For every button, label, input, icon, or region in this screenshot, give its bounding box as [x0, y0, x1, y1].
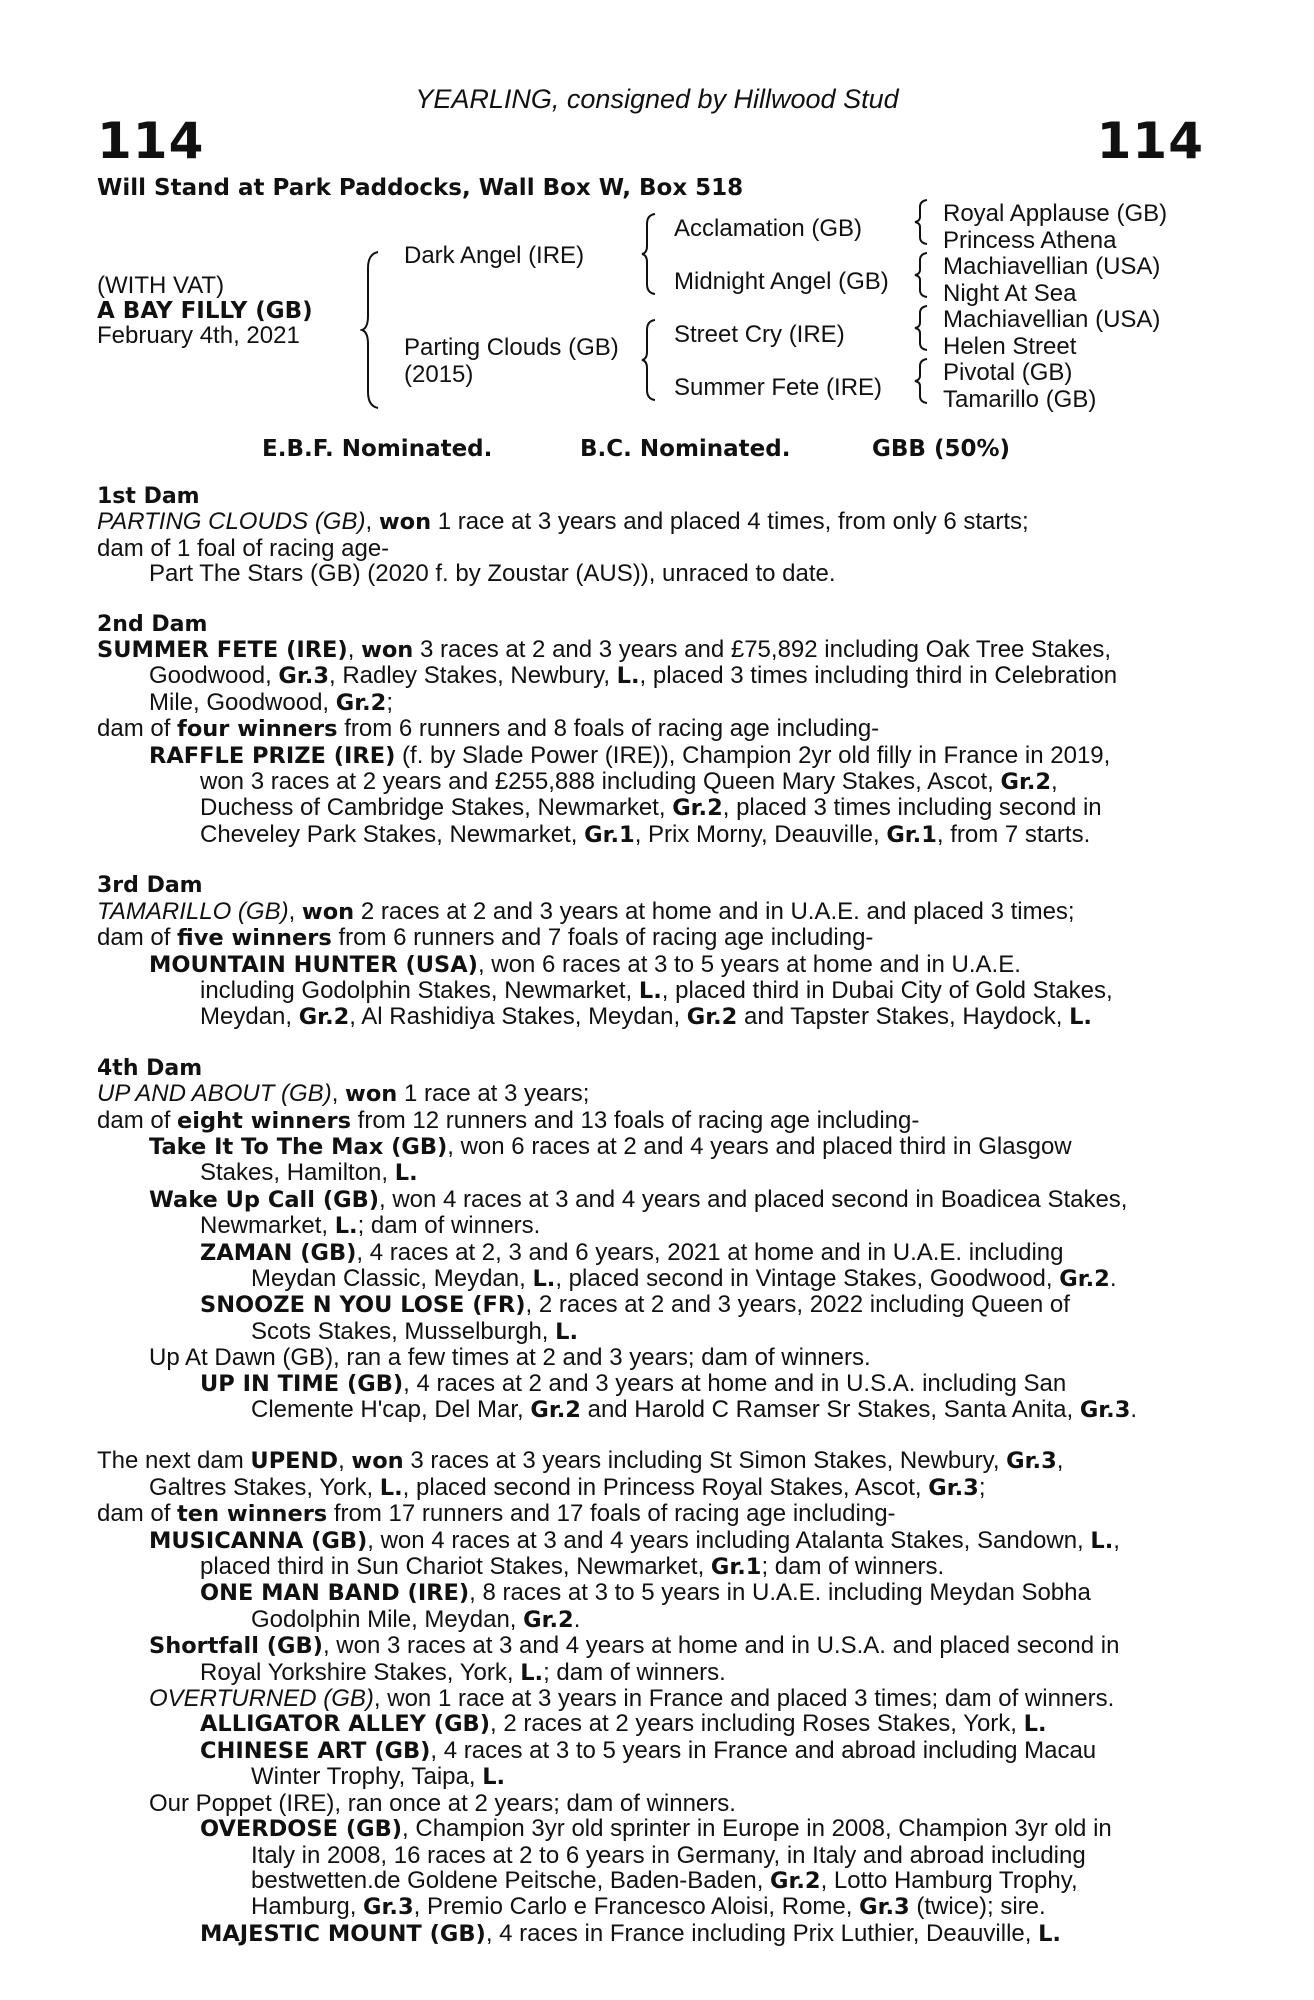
consignment-header: YEARLING, consigned by Hillwood Stud: [415, 84, 899, 114]
pedigree-brace-dam: [640, 318, 660, 402]
dam4-a: Take It To The Max (GB), won 6 races at 2 and 4 years and placed third in Glasgow: [149, 1132, 1072, 1160]
next-b-l2: Godolphin Mile, Meydan, Gr.2.: [251, 1605, 581, 1633]
next-dam-line2: Galtres Stakes, York, L., placed second in Princess Royal Stakes, Ascot, Gr.3;: [149, 1473, 986, 1501]
sire-sire: Acclamation (GB): [674, 215, 863, 242]
dam1-heading: 1st Dam: [97, 484, 200, 509]
sdd: Night At Sea: [943, 280, 1077, 307]
dam-name: Parting Clouds (GB): [404, 334, 619, 361]
pedigree-brace-dd: [913, 357, 931, 405]
next-a-l2: placed third in Sun Chariot Stakes, Newmarket, Gr.1; dam of winners.: [200, 1553, 945, 1581]
next-b: ONE MAN BAND (IRE), 8 races at 3 to 5 years in U.A.E. including Meydan Sobha: [200, 1579, 1091, 1607]
stand-location: Will Stand at Park Paddocks, Wall Box W, Box 518: [97, 175, 744, 201]
sds: Machiavellian (USA): [943, 253, 1161, 280]
pedigree-brace-sd: [913, 251, 931, 299]
lot-number-left: 114: [97, 112, 205, 170]
dam2-progeny1: RAFFLE PRIZE (IRE) (f. by Slade Power (IRE)), Champion 2yr old filly in France in 2019,: [149, 741, 1111, 769]
dam-dam: Summer Fete (IRE): [674, 374, 883, 401]
dam3-heading: 3rd Dam: [97, 873, 203, 899]
dam1-line2: dam of 1 foal of racing age-: [97, 534, 390, 562]
dam4-d-l2: Scots Stakes, Musselburgh, L.: [251, 1317, 579, 1345]
ebf-nomination: E.B.F. Nominated.: [262, 436, 493, 462]
sire-dam: Midnight Angel (GB): [674, 268, 889, 295]
dam4-d: SNOOZE N YOU LOSE (FR), 2 races at 2 and 3 years, 2022 including Queen of: [200, 1291, 1070, 1319]
horse-dob: February 4th, 2021: [97, 322, 300, 349]
dam-year: (2015): [404, 361, 474, 388]
dam4-line1: UP AND ABOUT (GB), won 1 race at 3 years;: [97, 1080, 590, 1108]
next-dam-line3: dam of ten winners from 17 runners and 17 foals of racing age including-: [97, 1500, 896, 1528]
dam2-heading: 2nd Dam: [97, 611, 208, 637]
dam2-progeny1-l4: Cheveley Park Stakes, Newmarket, Gr.1, Prix Morny, Deauville, Gr.1, from 7 starts.: [200, 820, 1091, 848]
dam2-progeny1-l3: Duchess of Cambridge Stakes, Newmarket, Gr.2, placed 3 times including second in: [200, 794, 1102, 822]
dam3-line2: dam of five winners from 6 runners and 7 foals of racing age including-: [97, 924, 874, 952]
ddd: Tamarillo (GB): [943, 386, 1097, 413]
next-h-l3: bestwetten.de Goldene Peitsche, Baden-Baden, Gr.2, Lotto Hamburg Trophy,: [251, 1866, 1078, 1894]
dam-sire: Street Cry (IRE): [674, 321, 845, 348]
next-h: OVERDOSE (GB), Champion 3yr old sprinter in Europe in 2008, Champion 3yr old in: [200, 1815, 1112, 1843]
next-i: MAJESTIC MOUNT (GB), 4 races in France including Prix Luthier, Deauville, L.: [200, 1919, 1061, 1947]
dds: Pivotal (GB): [943, 359, 1073, 386]
dam4-heading: 4th Dam: [97, 1055, 203, 1081]
dam2-line3: Mile, Goodwood, Gr.2;: [149, 688, 393, 716]
dam4-line2: dam of eight winners from 12 runners and 13 foals of racing age including-: [97, 1106, 920, 1134]
pedigree-brace-main: [360, 250, 384, 410]
dam4-b: Wake Up Call (GB), won 4 races at 3 and 4 years and placed second in Boadicea Stakes,: [149, 1185, 1128, 1213]
dam3-progeny1: MOUNTAIN HUNTER (USA), won 6 races at 3 to 5 years at home and in U.A.E.: [149, 950, 1021, 978]
dam4-c: ZAMAN (GB), 4 races at 2, 3 and 6 years, 2021 at home and in U.A.E. including: [200, 1238, 1064, 1266]
next-h-l4: Hamburg, Gr.3, Premio Carlo e Francesco Aloisi, Rome, Gr.3 (twice); sire.: [251, 1893, 1046, 1921]
next-a: MUSICANNA (GB), won 4 races at 3 and 4 years including Atalanta Stakes, Sandown, L.,: [149, 1526, 1120, 1554]
dam2-line1: SUMMER FETE (IRE), won 3 races at 2 and 3 years and £75,892 including Oak Tree Stakes,: [97, 636, 1112, 664]
sss: Royal Applause (GB): [943, 200, 1168, 227]
vat-note: (WITH VAT): [97, 272, 225, 299]
catalogue-body: [97, 484, 1207, 1947]
dam4-e: Up At Dawn (GB), ran a few times at 2 and 3 years; dam of winners.: [149, 1344, 871, 1372]
bc-nomination: B.C. Nominated.: [580, 436, 791, 462]
dam4-f-l2: Clemente H'cap, Del Mar, Gr.2 and Harold C Ramser Sr Stakes, Santa Anita, Gr.3.: [251, 1396, 1138, 1423]
next-h-l2: Italy in 2008, 16 races at 2 to 6 years in Germany, in Italy and abroad including: [251, 1841, 1086, 1869]
next-f: CHINESE ART (GB), 4 races at 3 to 5 years in France and abroad including Macau: [200, 1736, 1097, 1764]
dam1-progeny: Part The Stars (GB) (2020 f. by Zoustar (AUS)), unraced to date.: [149, 560, 836, 588]
dss: Machiavellian (USA): [943, 306, 1161, 333]
next-c: Shortfall (GB), won 3 races at 3 and 4 years at home and in U.S.A. and placed second in: [149, 1632, 1120, 1660]
dam3-progeny1-l2: including Godolphin Stakes, Newmarket, L., placed third in Dubai City of Gold Stakes,: [200, 976, 1113, 1004]
gbb-note: GBB (50%): [872, 436, 1011, 462]
dam2-line4: dam of four winners from 6 runners and 8 foals of racing age including-: [97, 715, 880, 743]
horse-name: A BAY FILLY (GB): [97, 298, 313, 324]
dam4-c-l2: Meydan Classic, Meydan, L., placed second in Vintage Stakes, Goodwood, Gr.2.: [251, 1264, 1117, 1292]
lot-number-right: 114: [1096, 112, 1204, 170]
pedigree-brace-ss: [913, 198, 931, 246]
next-d: OVERTURNED (GB), won 1 race at 3 years in France and placed 3 times; dam of winners.: [149, 1685, 1115, 1713]
pedigree-brace-ds: [913, 304, 931, 352]
dam2-progeny1-l2: won 3 races at 2 years and £255,888 including Queen Mary Stakes, Ascot, Gr.2,: [200, 768, 1058, 796]
dam1-line1: PARTING CLOUDS (GB), won 1 race at 3 years and placed 4 times, from only 6 starts;: [97, 508, 1029, 536]
dam3-line1: TAMARILLO (GB), won 2 races at 2 and 3 years at home and in U.A.E. and placed 3 times;: [97, 897, 1075, 925]
ssd: Princess Athena: [943, 227, 1117, 254]
next-c-l2: Royal Yorkshire Stakes, York, L.; dam of winners.: [200, 1658, 726, 1686]
dam4-f: UP IN TIME (GB), 4 races at 2 and 3 years at home and in U.S.A. including San: [200, 1369, 1067, 1397]
dam3-progeny1-l3: Meydan, Gr.2, Al Rashidiya Stakes, Meydan, Gr.2 and Tapster Stakes, Haydock, L.: [200, 1003, 1092, 1031]
dam4-b-l2: Newmarket, L.; dam of winners.: [200, 1212, 541, 1240]
next-dam-line1: The next dam UPEND, won 3 races at 3 years including St Simon Stakes, Newbury, Gr.3,: [97, 1447, 1064, 1475]
dam2-line2: Goodwood, Gr.3, Radley Stakes, Newbury, L., placed 3 times including third in Celebration: [149, 662, 1118, 690]
next-f-l2: Winter Trophy, Taipa, L.: [251, 1763, 506, 1791]
sire-name: Dark Angel (IRE): [404, 242, 585, 269]
next-g: Our Poppet (IRE), ran once at 2 years; dam of winners.: [149, 1789, 736, 1817]
dam4-a-l2: Stakes, Hamilton, L.: [200, 1159, 418, 1187]
dsd: Helen Street: [943, 333, 1077, 360]
pedigree-brace-sire: [640, 212, 660, 296]
next-e: ALLIGATOR ALLEY (GB), 2 races at 2 years including Roses Stakes, York, L.: [200, 1710, 1047, 1738]
